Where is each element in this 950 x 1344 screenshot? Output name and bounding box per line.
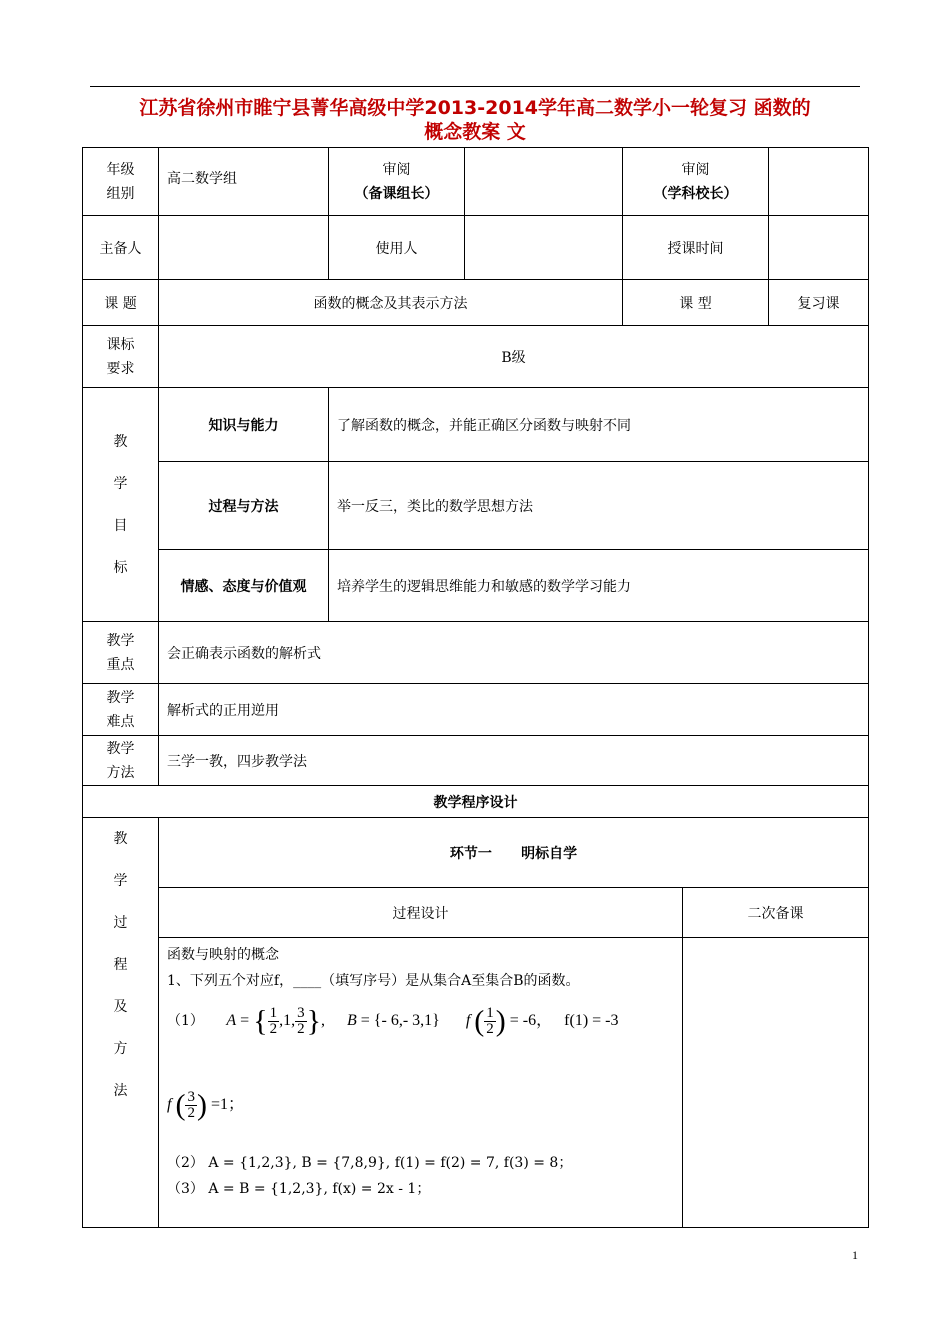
lesson-plan-table	[82, 147, 869, 1228]
objective-label-process: 过程与方法	[159, 462, 329, 550]
process-label: 教 学 过 程 及 方 法	[83, 818, 159, 1228]
review-principal-value	[769, 148, 869, 216]
review-principal-label: 审阅 （学科校长）	[623, 148, 769, 216]
topic-label: 课 题	[83, 280, 159, 326]
program-design-title: 教学程序设计	[83, 786, 869, 818]
item-3: （3） A = B = {1,2,3}, f(x) = 2x - 1；	[167, 1181, 431, 1197]
teaching-time-label: 授课时间	[623, 216, 769, 280]
stage-title: 环节一 明标自学	[159, 818, 869, 888]
lesson-type-label: 课 型	[623, 280, 769, 326]
standard-value: B级	[159, 326, 869, 388]
item-2: （2） A = {1,2,3}, B = {7,8,9}, f(1) = f(2) = 7, f(3) = 8；	[167, 1155, 573, 1171]
objective-value-attitude: 培养学生的逻辑思维能力和敏感的数学学习能力	[329, 550, 869, 622]
key-point-value: 会正确表示函数的解析式	[159, 622, 869, 684]
teaching-time-value	[769, 216, 869, 280]
set-a-expression: A = { $\frac{1}{2}$ ,1, $\frac{3}{2}$ },	[226, 1004, 329, 1038]
review-head-label: 审阅 （备课组长）	[329, 148, 465, 216]
objectives-label: 教 学 目 标	[83, 388, 159, 622]
grade-value: 高二数学组	[159, 148, 329, 216]
question-1: 1、下列五个对应f，____（填写序号）是从集合A至集合B的函数。	[167, 973, 580, 989]
process-design-header: 过程设计	[159, 888, 683, 938]
key-point-label: 教学 重点	[83, 622, 159, 684]
objective-label-attitude: 情感、态度与价值观	[159, 550, 329, 622]
user-label: 使用人	[329, 216, 465, 280]
preparer-label: 主备人	[83, 216, 159, 280]
standard-label: 课标 要求	[83, 326, 159, 388]
header-rule	[90, 86, 860, 87]
difficulty-value: 解析式的正用逆用	[159, 684, 869, 736]
item-1-continued: f ( $\frac{3}{2}$ ) =1；	[167, 1088, 244, 1122]
objective-value-knowledge: 了解函数的概念，并能正确区分函数与映射不同	[329, 388, 869, 462]
page-number: 1	[852, 1248, 858, 1262]
grade-label: 年级 组别	[83, 148, 159, 216]
preparer-value	[159, 216, 329, 280]
title-line-1: 江苏省徐州市睢宁县菁华高级中学2013-2014学年高二数学小一轮复习 函数的	[139, 97, 811, 119]
user-value	[465, 216, 623, 280]
topic-value: 函数的概念及其表示方法	[159, 280, 623, 326]
f-one-expression: f(1) = -3	[564, 1012, 619, 1030]
objective-value-process: 举一反三，类比的数学思想方法	[329, 462, 869, 550]
objective-label-knowledge: 知识与能力	[159, 388, 329, 462]
set-b-expression: B = {- 6,- 3,1}	[347, 1012, 444, 1030]
content-heading: 函数与映射的概念	[167, 947, 279, 963]
review-head-value	[465, 148, 623, 216]
f-half-expression: f ( $\frac{1}{2}$ ) = -6，	[465, 1004, 557, 1038]
document-title	[82, 96, 868, 144]
process-content	[159, 938, 683, 1228]
method-value: 三学一教，四步教学法	[159, 736, 869, 786]
second-prep-content	[683, 938, 869, 1228]
method-label: 教学 方法	[83, 736, 159, 786]
difficulty-label: 教学 难点	[83, 684, 159, 736]
item-1: （1） A = { $\frac{1}{2}$ ,1, $\frac{3}{2}$ }, B = {- 6,- 3,1} f ( $\frac{1}{2}$ ) = -6， f(1) = -3	[167, 1004, 619, 1038]
title-line-2: 概念教案 文	[424, 121, 526, 143]
second-prep-header: 二次备课	[683, 888, 869, 938]
lesson-type-value: 复习课	[769, 280, 869, 326]
